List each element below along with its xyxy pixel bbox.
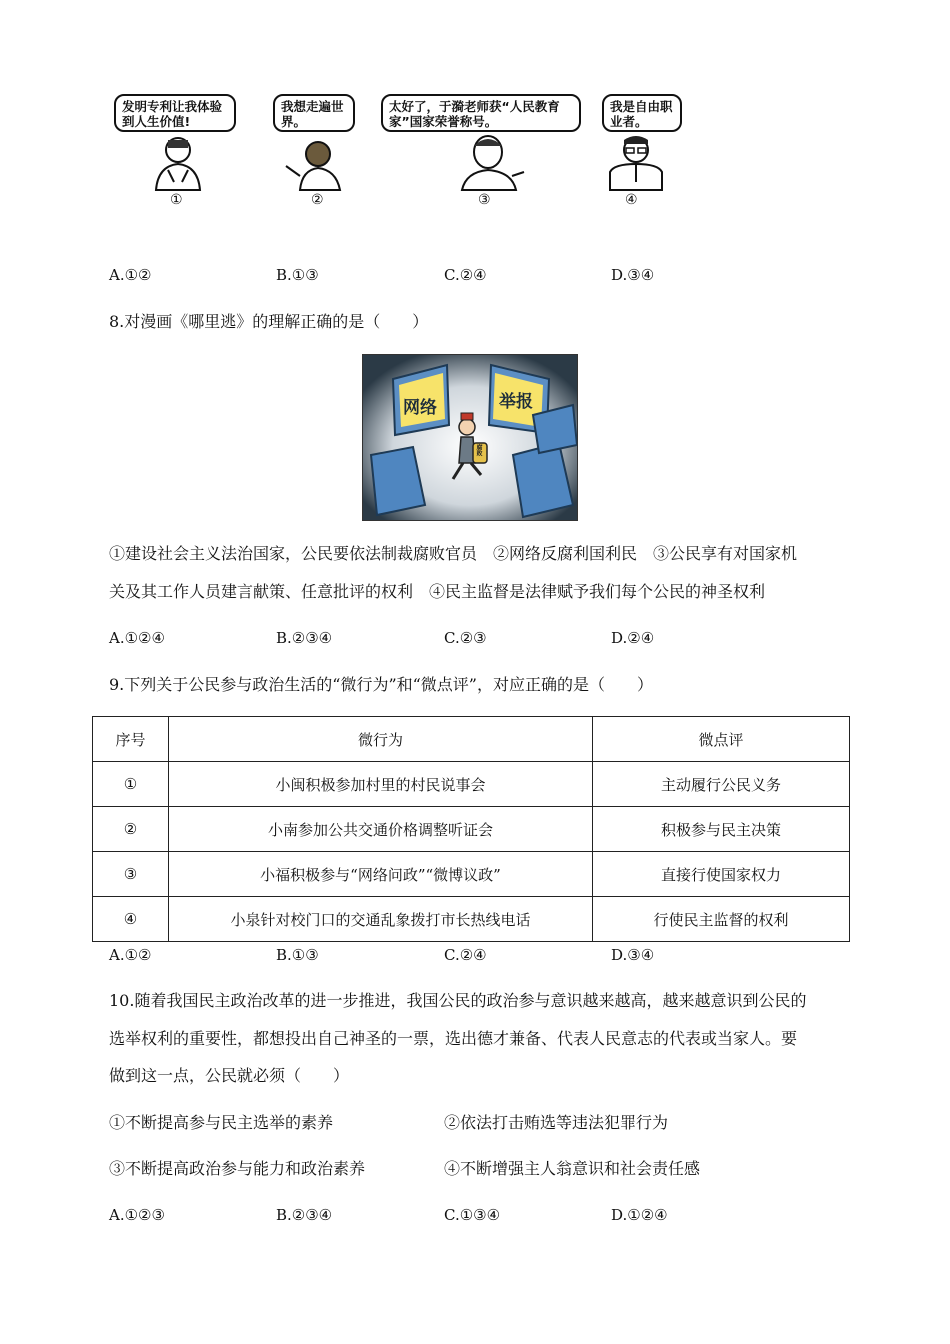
q10-stem-line-2: 选举权利的重要性，都想投出自己神圣的一票，选出德才兼备、代表人民意志的代表或当家人。要 xyxy=(109,1029,798,1048)
comic-illustration xyxy=(363,355,577,520)
cartoon-label-2: ② xyxy=(311,192,324,208)
q7-cartoon xyxy=(110,88,710,218)
header-cell: 微行为 xyxy=(169,717,593,762)
comic-sign-network: 网络 xyxy=(403,398,437,418)
comic-sign-report: 举报 xyxy=(499,392,533,412)
q10-statement-3: ③不断提高政治参与能力和政治素养 xyxy=(109,1159,366,1178)
q10-option-b[interactable]: B.②③④ xyxy=(276,1206,333,1224)
cartoon-label-1: ① xyxy=(170,192,183,208)
q9-table xyxy=(92,716,850,942)
q10-stem-line-1: 10.随着我国民主政治改革的进一步推进，我国公民的政治参与意识越来越高，越来越意识到公民的 xyxy=(109,991,807,1010)
table-cell: 直接行使国家权力 xyxy=(593,852,850,897)
figure-1-icon xyxy=(146,132,210,192)
figure-4-icon xyxy=(604,132,668,192)
q8-option-d[interactable]: D.②④ xyxy=(611,629,655,647)
q10-stem-line-3: 做到这一点，公民就必须（ ） xyxy=(109,1066,350,1085)
figure-3-icon xyxy=(450,132,530,192)
q9-option-b[interactable]: B.①③ xyxy=(276,946,319,964)
q7-option-a[interactable]: A.①② xyxy=(109,266,152,284)
header-cell: 微点评 xyxy=(593,717,850,762)
table-cell: 小福积极参与“网络问政”“微博议政” xyxy=(169,852,593,897)
q8-option-c[interactable]: C.②③ xyxy=(444,629,487,647)
q8-statement-line-1: ①建设社会主义法治国家，公民要依法制裁腐败官员 ②网络反腐利国利民 ③公民享有对国家机 xyxy=(109,544,798,563)
speech-bubble-3: 太好了，于漪老师获“人民教育家”国家荣誉称号。 xyxy=(381,94,581,132)
q9-stem: 9.下列关于公民参与政治生活的“微行为”和“微点评”，对应正确的是（ ） xyxy=(109,675,653,694)
table-row xyxy=(93,762,850,807)
q7-option-c[interactable]: C.②④ xyxy=(444,266,487,284)
table-cell: 行使民主监督的权利 xyxy=(593,897,850,942)
q9-option-c[interactable]: C.②④ xyxy=(444,946,487,964)
table-cell: 小泉针对校门口的交通乱象拨打市长热线电话 xyxy=(169,897,593,942)
q8-comic xyxy=(362,354,578,521)
q9-option-d[interactable]: D.③④ xyxy=(611,946,655,964)
table-cell: 主动履行公民义务 xyxy=(593,762,850,807)
q8-option-b[interactable]: B.②③④ xyxy=(276,629,333,647)
q10-option-d[interactable]: D.①②④ xyxy=(611,1206,668,1224)
q8-stem: 8.对漫画《哪里逃》的理解正确的是（ ） xyxy=(109,312,429,331)
table-cell: ② xyxy=(93,807,169,852)
figure-2-icon xyxy=(282,136,352,192)
q8-statement-line-2: 关及其工作人员建言献策、任意批评的权利 ④民主监督是法律赋予我们每个公民的神圣权利 xyxy=(109,582,766,601)
q10-statement-2: ②依法打击贿选等违法犯罪行为 xyxy=(444,1113,669,1132)
q7-option-b[interactable]: B.①③ xyxy=(276,266,319,284)
q10-statement-4: ④不断增强主人翁意识和社会责任感 xyxy=(444,1159,701,1178)
table-row xyxy=(93,897,850,942)
q8-option-a[interactable]: A.①②④ xyxy=(109,629,165,647)
comic-bag-label: 腐败 xyxy=(475,444,482,456)
q10-option-c[interactable]: C.①③④ xyxy=(444,1206,501,1224)
table-cell: ④ xyxy=(93,897,169,942)
q9-option-a[interactable]: A.①② xyxy=(109,946,152,964)
header-cell: 序号 xyxy=(93,717,169,762)
cartoon-label-4: ④ xyxy=(625,192,638,208)
q7-option-d[interactable]: D.③④ xyxy=(611,266,655,284)
cartoon-label-3: ③ xyxy=(478,192,491,208)
speech-bubble-2: 我想走遍世界。 xyxy=(273,94,355,132)
table-cell: ③ xyxy=(93,852,169,897)
speech-bubble-1: 发明专利让我体验到人生价值! xyxy=(114,94,236,132)
table-cell: ① xyxy=(93,762,169,807)
speech-bubble-4: 我是自由职业者。 xyxy=(602,94,682,132)
table-cell: 小闽积极参加村里的村民说事会 xyxy=(169,762,593,807)
table-row xyxy=(93,852,850,897)
table-row xyxy=(93,807,850,852)
table-header-row xyxy=(93,717,850,762)
table-cell: 小南参加公共交通价格调整听证会 xyxy=(169,807,593,852)
q10-statement-1: ①不断提高参与民主选举的素养 xyxy=(109,1113,334,1132)
q10-option-a[interactable]: A.①②③ xyxy=(109,1206,165,1224)
table-cell: 积极参与民主决策 xyxy=(593,807,850,852)
